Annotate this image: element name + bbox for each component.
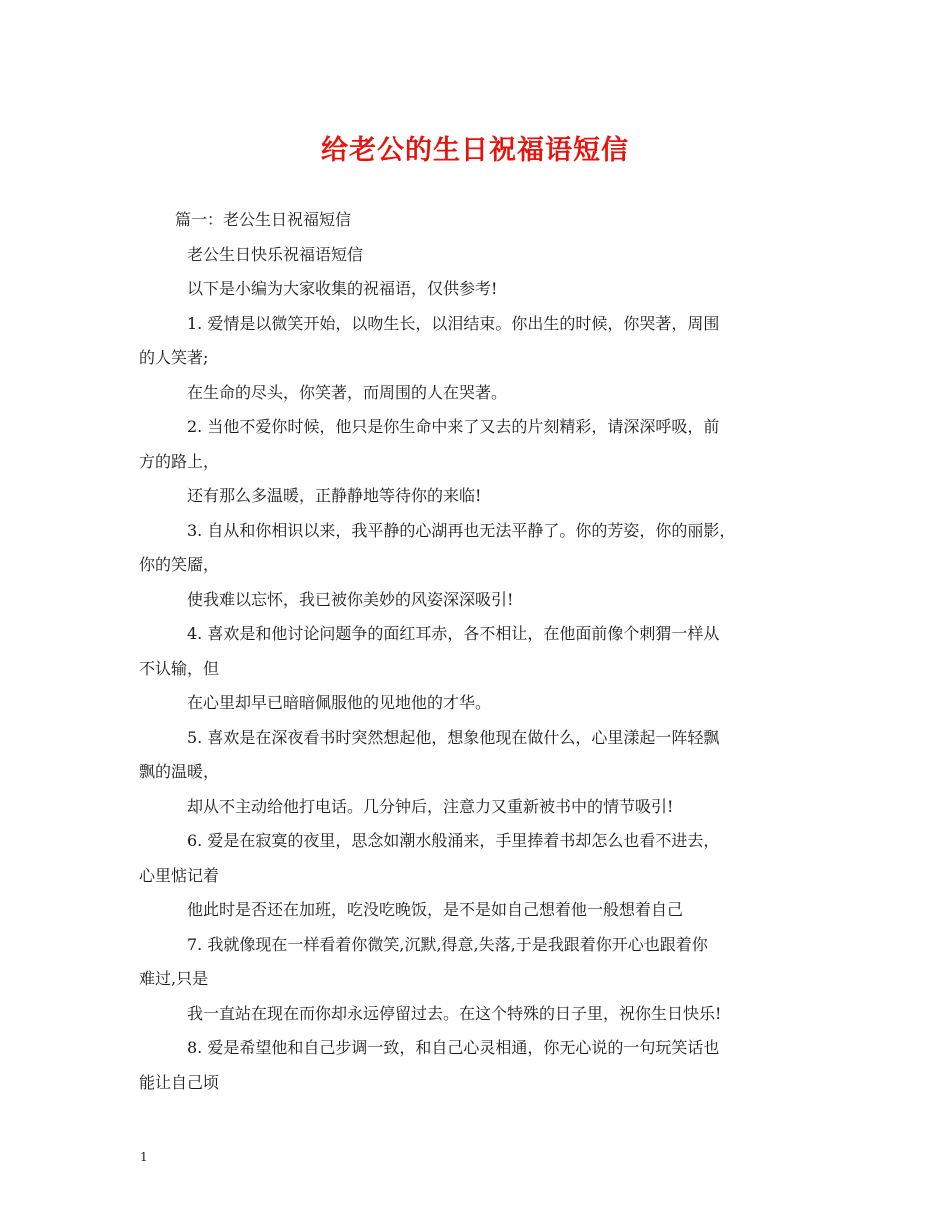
paragraph-line: 7. 我就像现在一样看着你微笑,沉默,得意,失落,于是我跟着你开心也跟着你 bbox=[187, 934, 708, 954]
paragraph-line: 心里惦记着 bbox=[139, 865, 220, 885]
paragraph-line: 4. 喜欢是和他讨论问题争的面红耳赤，各不相让，在他面前像个刺猬一样从 bbox=[187, 624, 720, 643]
paragraph-line: 却从不主动给他打电话。几分钟后，注意力又重新被书中的情节吸引! bbox=[187, 796, 674, 816]
paragraph-line: 的人笑著; bbox=[139, 348, 209, 367]
paragraph-line: 1. 爱情是以微笑开始，以吻生长，以泪结束。你出生的时候，你哭著，周围 bbox=[187, 313, 720, 333]
document-title: 给老公的生日祝福语短信 bbox=[321, 135, 629, 166]
paragraph-line: 难过,只是 bbox=[139, 969, 209, 988]
paragraph-line: 2. 当他不爱你时候，他只是你生命中来了又去的片刻精彩，请深深呼吸，前 bbox=[187, 417, 720, 436]
paragraph-line: 5. 喜欢是在深夜看书时突然想起他，想象他现在做什么，心里漾起一阵轻飘 bbox=[187, 727, 720, 747]
paragraph-line: 能让自己顷 bbox=[139, 1072, 220, 1092]
document-body bbox=[139, 203, 829, 1100]
paragraph-line: 6. 爱是在寂寞的夜里，思念如潮水般涌来，手里捧着书却怎么也看不进去， bbox=[187, 831, 720, 850]
paragraph-line: 飘的温暖， bbox=[139, 762, 220, 781]
paragraph-line: 在生命的尽头，你笑著，而周围的人在哭著。 bbox=[187, 382, 508, 402]
paragraph-line: 还有那么多温暖，正静静地等待你的来临! bbox=[187, 486, 482, 505]
section-heading: 篇一：老公生日祝福短信 bbox=[175, 210, 352, 229]
paragraph-line: 老公生日快乐祝福语短信 bbox=[187, 244, 364, 264]
page-number: 1 bbox=[140, 1150, 148, 1164]
paragraph-line: 8. 爱是希望他和自己步调一致，和自己心灵相通，你无心说的一句玩笑话也 bbox=[187, 1038, 720, 1057]
paragraph-line: 你的笑靥， bbox=[139, 555, 220, 574]
paragraph-line: 使我难以忘怀，我已被你美妙的风姿深深吸引! bbox=[187, 589, 514, 609]
paragraph-line: 3. 自从和你相识以来，我平静的心湖再也无法平静了。你的芳姿，你的丽影， bbox=[187, 520, 736, 540]
paragraph-line: 我一直站在现在而你却永远停留过去。在这个特殊的日子里，祝你生日快乐! bbox=[187, 1003, 722, 1023]
paragraph-line: 以下是小编为大家收集的祝福语，仅供参考! bbox=[187, 279, 498, 298]
paragraph-line: 他此时是否还在加班，吃没吃晚饭，是不是如自己想着他一般想着自己 bbox=[187, 900, 684, 919]
paragraph-line: 方的路上， bbox=[139, 451, 220, 471]
paragraph-line: 不认输，但 bbox=[139, 658, 220, 678]
paragraph-line: 在心里却早已暗暗佩服他的见地他的才华。 bbox=[187, 693, 492, 712]
